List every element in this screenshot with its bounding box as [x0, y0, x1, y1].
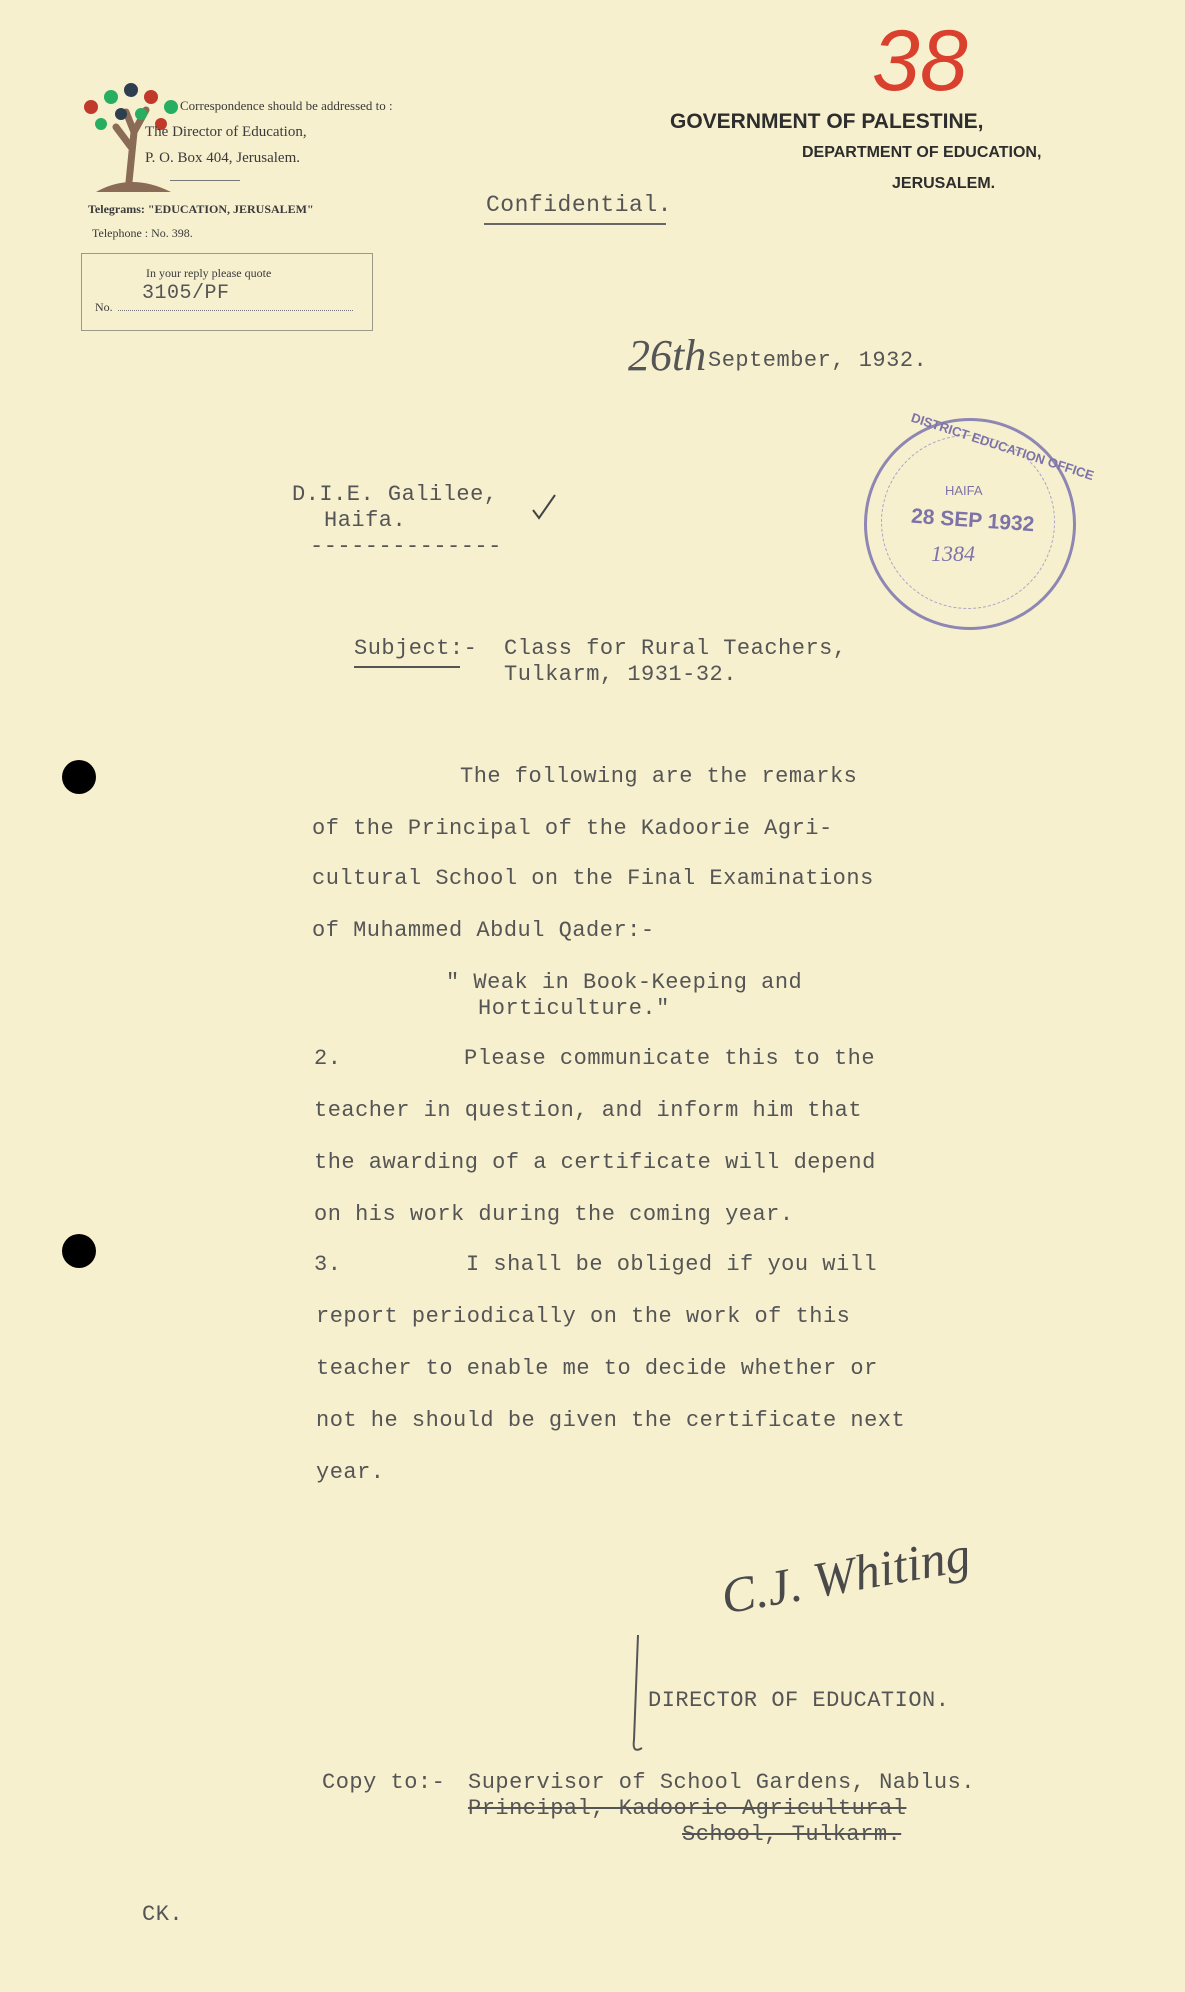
address-line-2: P. O. Box 404, Jerusalem.	[145, 150, 300, 166]
stamp-top-text: DISTRICT EDUCATION OFFICE	[909, 409, 1096, 484]
p1-line-3: cultural School on the Final Examinations	[312, 866, 874, 891]
quote-line-1: " Weak in Book-Keeping and	[446, 970, 803, 995]
stamp-number: 1384	[931, 541, 975, 566]
page-number: 38	[872, 13, 968, 109]
copy-to-line-1: Supervisor of School Gardens, Nablus.	[468, 1770, 975, 1795]
reply-no-dotted-line	[118, 310, 353, 311]
org-line-1: GOVERNMENT OF PALESTINE,	[670, 110, 984, 133]
district-office-stamp	[864, 409, 1096, 630]
address-line-1: The Director of Education,	[145, 124, 307, 140]
date-day: 26th	[628, 331, 707, 380]
p3-line-2: report periodically on the work of this	[316, 1304, 851, 1329]
reply-prompt: In your reply please quote	[146, 266, 272, 280]
confidential-underline	[484, 223, 666, 225]
subject-line-1: Class for Rural Teachers,	[504, 636, 847, 661]
date-rest: September, 1932.	[708, 348, 928, 373]
archive-logo-tree-icon	[76, 52, 186, 192]
subject-underline	[354, 666, 460, 668]
quote-line-2: Horticulture."	[478, 996, 670, 1021]
copy-to-struck-line-2: School, Tulkarm.	[682, 1822, 902, 1847]
stamp-city: HAIFA	[945, 483, 983, 498]
addressee-rule: --------------	[310, 534, 502, 559]
confidential-mark: Confidential.	[486, 192, 672, 218]
punch-hole-bottom	[62, 1234, 96, 1268]
address-intro: Correspondence should be addressed to :	[180, 98, 393, 113]
p2-line-4: on his work during the coming year.	[314, 1202, 794, 1227]
p1-line-4: of Muhammed Abdul Qader:-	[312, 918, 655, 943]
copy-to-label: Copy to:-	[322, 1770, 446, 1795]
p2-number: 2.	[314, 1046, 342, 1071]
p3-line-4: not he should be given the certificate next	[316, 1408, 906, 1433]
reply-no-value: 3105/PF	[142, 282, 230, 305]
p3-line-1: I shall be obliged if you will	[466, 1252, 878, 1277]
telegrams: Telegrams: "EDUCATION, JERUSALEM"	[88, 202, 314, 216]
signature-title: DIRECTOR OF EDUCATION.	[648, 1688, 950, 1713]
org-line-3: JERUSALEM.	[892, 175, 996, 192]
stamp-date: 28 SEP 1932	[910, 504, 1036, 537]
p1-line-2: of the Principal of the Kadoorie Agri-	[312, 816, 833, 841]
org-line-2: DEPARTMENT OF EDUCATION,	[802, 144, 1042, 161]
punch-hole-top	[62, 760, 96, 794]
addressee-line-1: D.I.E. Galilee,	[292, 482, 498, 507]
signature: C.J. Whiting	[717, 1525, 975, 1625]
typist-initials: CK.	[142, 1902, 184, 1927]
subject-line-2: Tulkarm, 1931-32.	[504, 662, 737, 687]
p1-line-1: The following are the remarks	[460, 764, 858, 789]
p2-line-3: the awarding of a certificate will depend	[314, 1150, 876, 1175]
copy-to-struck-line-1: Principal, Kadoorie Agricultural	[468, 1796, 907, 1821]
p2-line-2: teacher in question, and inform him that	[314, 1098, 863, 1123]
p2-line-1: Please communicate this to the	[464, 1046, 876, 1071]
p3-line-5: year.	[316, 1460, 385, 1485]
reply-no-label: No.	[95, 300, 113, 314]
letterhead-rule	[170, 180, 240, 181]
subject-label: Subject:-	[354, 636, 478, 661]
checkmark-icon	[530, 492, 558, 522]
addressee-line-2: Haifa.	[324, 508, 407, 533]
p3-line-3: teacher to enable me to decide whether or	[316, 1356, 878, 1381]
p3-number: 3.	[314, 1252, 342, 1277]
telephone: Telephone : No. 398.	[92, 226, 193, 240]
